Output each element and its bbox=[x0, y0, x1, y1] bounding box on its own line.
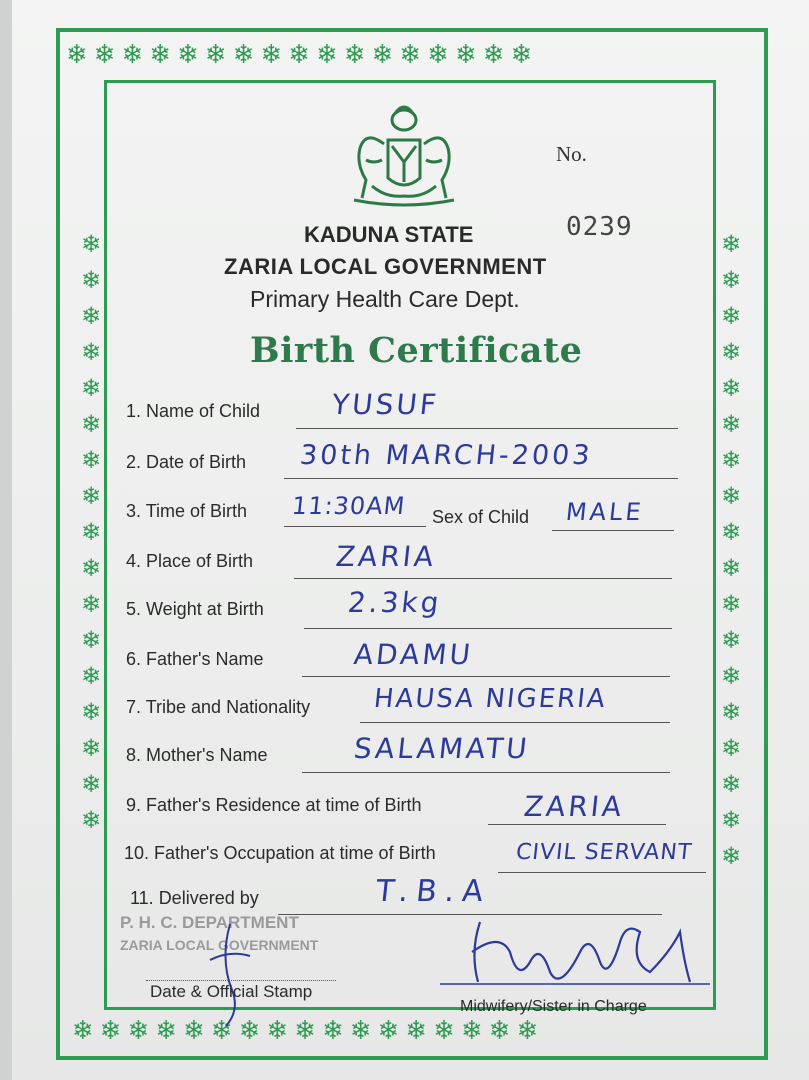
number-label: No. bbox=[556, 142, 587, 166]
state-heading: KADUNA STATE bbox=[304, 222, 474, 247]
serial-number: 0239 bbox=[566, 212, 633, 242]
field-value-weight-at-birth: 2.3kg bbox=[346, 586, 444, 619]
field-label-weight-at-birth: 5. Weight at Birth bbox=[126, 599, 264, 619]
field-label-name-of-child: 1. Name of Child bbox=[126, 401, 261, 421]
field-value-date-of-birth: 30th MARCH-2003 bbox=[298, 440, 595, 471]
midwife-signature bbox=[430, 912, 720, 1002]
stamp-signature-mark bbox=[190, 920, 270, 1030]
field-label-fathers-residence: 9. Father's Residence at time of Birth bbox=[126, 795, 422, 815]
field-value-sex-of-child: MALE bbox=[564, 498, 646, 526]
field-line-fathers-name bbox=[302, 676, 670, 677]
midwife-label: Midwifery/Sister in Charge bbox=[460, 998, 647, 1015]
field-label-tribe-nationality: 7. Tribe and Nationality bbox=[126, 697, 311, 717]
top-ornament-row: ❄❄❄❄❄❄❄❄❄❄❄❄❄❄❄❄❄ bbox=[66, 40, 539, 70]
field-line-tribe-nationality bbox=[360, 722, 670, 723]
field-label-sex-of-child: Sex of Child bbox=[432, 507, 530, 527]
field-label-date-of-birth: 2. Date of Birth bbox=[126, 452, 247, 472]
field-value-delivered-by: T.B.A bbox=[374, 874, 493, 909]
left-ornament-column: ❄ ❄ ❄ ❄ ❄ ❄ ❄ ❄ ❄ ❄ ❄ ❄ ❄ ❄ ❄ ❄ ❄ bbox=[80, 230, 102, 834]
field-value-fathers-residence: ZARIA bbox=[522, 790, 626, 823]
field-label-place-of-birth: 4. Place of Birth bbox=[126, 551, 254, 571]
date-stamp-line bbox=[146, 980, 336, 981]
field-label-fathers-name: 6. Father's Name bbox=[126, 649, 264, 669]
bottom-ornament-row: ❄❄❄❄❄❄❄❄❄❄❄❄❄❄❄❄❄ bbox=[72, 1016, 545, 1046]
field-line-weight-at-birth bbox=[304, 628, 672, 629]
field-value-fathers-name: ADAMU bbox=[352, 638, 475, 671]
field-label-mothers-name: 8. Mother's Name bbox=[126, 745, 268, 765]
field-label-fathers-occupation: 10. Father's Occupation at time of Birth bbox=[124, 843, 436, 863]
lga-heading: ZARIA LOCAL GOVERNMENT bbox=[224, 254, 547, 279]
field-line-sex-of-child bbox=[552, 530, 674, 531]
field-line-place-of-birth bbox=[294, 578, 672, 579]
stamp-line-2: ZARIA LOCAL GOVERNMENT bbox=[120, 937, 319, 953]
field-value-place-of-birth: ZARIA bbox=[334, 540, 438, 573]
date-stamp-label: Date & Official Stamp bbox=[150, 982, 313, 1001]
field-label-delivered-by: 11. Delivered by bbox=[130, 888, 259, 908]
field-line-name-of-child bbox=[296, 428, 678, 429]
field-line-mothers-name bbox=[302, 772, 670, 773]
field-value-fathers-occupation: CIVIL SERVANT bbox=[514, 840, 694, 865]
stamp-line-1: P. H. C. DEPARTMENT bbox=[120, 913, 299, 932]
field-line-fathers-occupation bbox=[498, 872, 706, 873]
field-line-time-of-birth bbox=[284, 526, 426, 527]
field-value-name-of-child: YUSUF bbox=[330, 388, 441, 421]
right-ornament-column: ❄ ❄ ❄ ❄ ❄ ❄ ❄ ❄ ❄ ❄ ❄ ❄ ❄ ❄ ❄ ❄ ❄ ❄ bbox=[720, 230, 742, 870]
department-heading: Primary Health Care Dept. bbox=[250, 286, 520, 312]
field-label-time-of-birth: 3. Time of Birth bbox=[126, 501, 248, 521]
coat-of-arms-icon bbox=[336, 100, 472, 216]
field-line-date-of-birth bbox=[284, 478, 678, 479]
field-value-tribe-nationality: HAUSA NIGERIA bbox=[372, 684, 609, 714]
page-title: Birth Certificate bbox=[250, 330, 583, 371]
field-value-time-of-birth: 11:30AM bbox=[290, 492, 407, 520]
field-value-mothers-name: SALAMATU bbox=[352, 732, 532, 765]
field-line-fathers-residence bbox=[488, 824, 666, 825]
